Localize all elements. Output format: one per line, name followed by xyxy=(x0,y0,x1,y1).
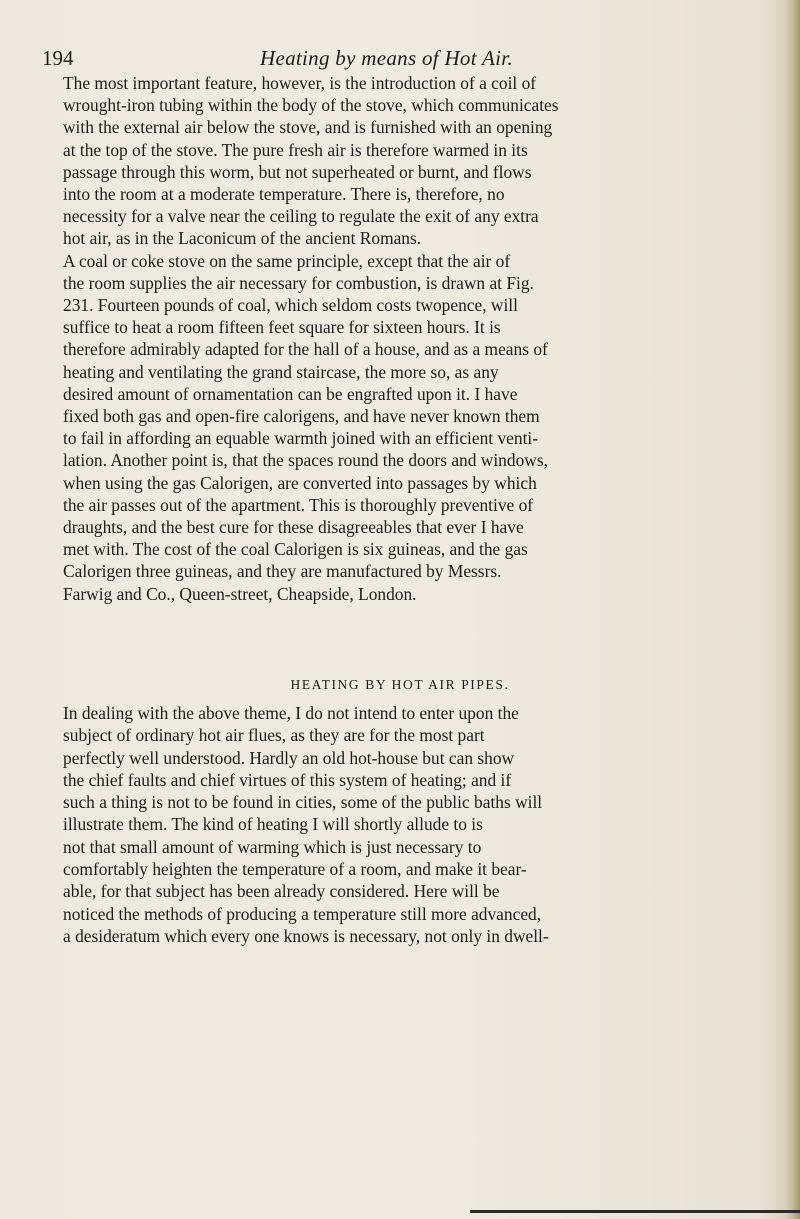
text-line: the chief faults and chief virtues of this system of heating; and if xyxy=(63,769,512,790)
text-line: 231. Fourteen pounds of coal, which seldom costs twopence, will xyxy=(63,295,518,316)
text-line: passage through this worm, but not superheated or burnt, and flows xyxy=(63,161,532,182)
text-line: heating and ventilating the grand staircase, the more so, as any xyxy=(63,361,499,382)
text-line: the air passes out of the apartment. This is thoroughly preventive of xyxy=(63,494,534,515)
text-line: A coal or coke stove on the same principle, except that the air of xyxy=(63,250,511,271)
text-line: not that small amount of warming which is just necessary to xyxy=(63,836,482,857)
text-line: subject of ordinary hot air flues, as they are for the most part xyxy=(63,725,485,746)
text-line: met with. The cost of the coal Calorigen is six guineas, and the gas xyxy=(63,539,528,560)
text-line: fixed both gas and open-fire calorigens, and have never known them xyxy=(63,406,540,427)
section-heading: HEATING BY HOT AIR PIPES. xyxy=(290,677,510,692)
page-number: 194 xyxy=(42,46,74,70)
text-line: Farwig and Co., Queen-street, Cheapside, London. xyxy=(63,583,417,604)
bottom-rule xyxy=(470,1210,800,1213)
paragraph-hot-air-pipes xyxy=(63,702,768,947)
text-line: with the external air below the stove, and is furnished with an opening xyxy=(63,117,553,138)
text-line: into the room at a moderate temperature. There is, therefore, no xyxy=(63,184,505,205)
text-line: therefore admirably adapted for the hall of a house, and as a means of xyxy=(63,339,548,360)
text-line: The most important feature, however, is the introduction of a coil of xyxy=(63,73,537,93)
text-line: In dealing with the above theme, I do not intend to enter upon the xyxy=(63,703,519,723)
text-line: perfectly well understood. Hardly an old hot-house but can show xyxy=(63,747,515,768)
text-line: the room supplies the air necessary for combustion, is drawn at Fig. xyxy=(63,272,534,293)
running-title: Heating by means of Hot Air. xyxy=(260,46,513,70)
text-line: lation. Another point is, that the spaces round the doors and windows, xyxy=(63,450,548,471)
text-line: to fail in affording an equable warmth joined with an efficient venti- xyxy=(63,428,539,449)
text-line: when using the gas Calorigen, are converted into passages by which xyxy=(63,472,537,493)
text-line: suffice to heat a room fifteen feet square for sixteen hours. It is xyxy=(63,317,501,338)
paragraph-stove-coil xyxy=(63,72,768,250)
text-line: noticed the methods of producing a temperature still more advanced, xyxy=(63,903,542,924)
text-line: hot air, as in the Laconicum of the ancient Romans. xyxy=(63,228,422,249)
text-line: draughts, and the best cure for these disagreeables that ever I have xyxy=(63,517,524,538)
text-line: illustrate them. The kind of heating I will shortly allude to is xyxy=(63,814,483,835)
text-line: wrought-iron tubing within the body of the stove, which communicates xyxy=(63,95,559,116)
paragraph-coke-stove xyxy=(63,250,768,605)
body-text xyxy=(63,72,768,605)
text-line: such a thing is not to be found in cities, some of the public baths will xyxy=(63,792,543,813)
text-line: a desideratum which every one knows is necessary, not only in dwell- xyxy=(63,925,549,946)
text-line: able, for that subject has been already considered. Here will be xyxy=(63,881,500,902)
page-edge-shadow xyxy=(786,0,800,1219)
text-line: necessity for a valve near the ceiling to regulate the exit of any extra xyxy=(63,206,539,227)
text-line: comfortably heighten the temperature of a room, and make it bear- xyxy=(63,859,527,880)
text-line: Calorigen three guineas, and they are manufactured by Messrs. xyxy=(63,561,502,582)
text-line: desired amount of ornamentation can be engrafted upon it. I have xyxy=(63,383,518,404)
text-line: at the top of the stove. The pure fresh air is therefore warmed in its xyxy=(63,139,528,160)
